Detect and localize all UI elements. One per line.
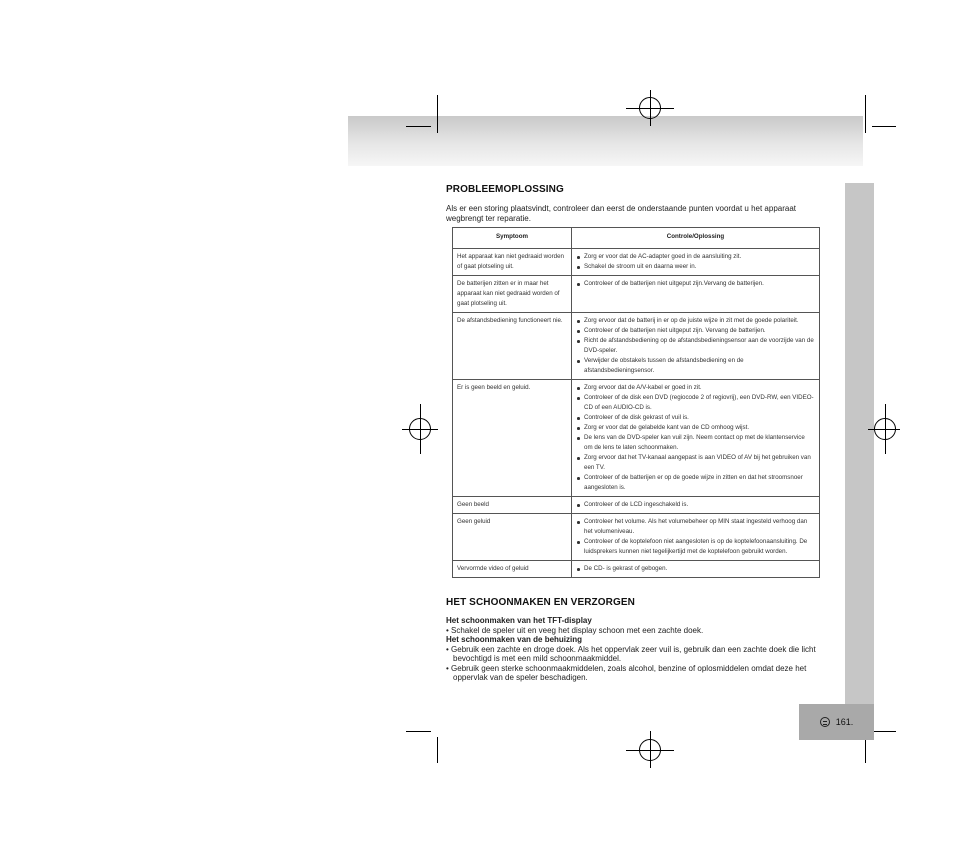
case-list — [446, 645, 828, 683]
column-header-solution: Controle/Oplossing — [572, 228, 820, 249]
solution-cell — [572, 380, 820, 497]
header-band — [348, 116, 863, 166]
check-item: De CD- is gekrast of gebogen. — [576, 564, 815, 574]
table-row — [453, 561, 820, 578]
solution-cell — [572, 276, 820, 313]
check-item: De lens van de DVD-speler kan vuil zijn. Neem contact op met de klantenservice om de lens te laten schoonmaken. — [576, 433, 815, 453]
crop-mark — [872, 126, 896, 127]
check-item: Controleer of de disk gekrast of vuil is. — [576, 413, 815, 423]
intro-text: Als er een storing plaatsvindt, controleer dan eerst de onderstaande punten voordat u het apparaat wegbrengt ter reparatie. — [446, 204, 797, 223]
page-number-box — [799, 704, 874, 740]
symptom-cell: De afstandsbediening functioneert nie. — [453, 313, 572, 380]
section-title-cleaning: HET SCHOONMAKEN EN VERZORGEN — [446, 597, 635, 608]
check-item: Zorg er voor dat de gelabelde kant van de CD omhoog wijst. — [576, 423, 815, 433]
solution-cell — [572, 514, 820, 561]
check-item: Verwijder de obstakels tussen de afstandsbediening en de afstandsbedieningsensor. — [576, 356, 815, 376]
table-header-row — [453, 228, 820, 249]
check-list — [576, 279, 815, 289]
check-item: Zorg er voor dat de AC-adapter goed in de aansluiting zit. — [576, 252, 815, 262]
column-header-symptom: Symptoom — [453, 228, 572, 249]
check-list — [576, 383, 815, 493]
crop-mark — [865, 737, 866, 763]
table-row — [453, 497, 820, 514]
crop-mark — [406, 731, 431, 732]
subheading-case: Het schoonmaken van de behuizing — [446, 635, 583, 644]
crop-mark — [872, 731, 896, 732]
symptom-cell: Er is geen beeld en geluid. — [453, 380, 572, 497]
check-list — [576, 517, 815, 557]
crop-mark — [865, 95, 866, 133]
section-title-troubleshooting: PROBLEEMOPLOSSING — [446, 184, 564, 195]
check-list — [576, 564, 815, 574]
table-row — [453, 313, 820, 380]
solution-cell — [572, 561, 820, 578]
check-item: Controleer of de batterijen niet uitgeput zijn. Vervang de batterijen. — [576, 326, 815, 336]
symptom-cell: De batterijen zitten er in maar het apparaat kan niet gedraaid worden of gaat plotseling uit. — [453, 276, 572, 313]
solution-cell — [572, 497, 820, 514]
cleaning-content — [446, 616, 828, 683]
symptom-cell: Het apparaat kan niet gedraaid worden of gaat plotseling uit. — [453, 249, 572, 276]
check-item: Controleer of de disk een DVD (regiocode 2 of regiovrij), een DVD-RW, een VIDEO-CD of een AUDIO-CD is. — [576, 393, 815, 413]
check-item: Controleer of de batterijen niet uitgeput zijn.Vervang de batterijen. — [576, 279, 815, 289]
page-number: 161. — [835, 717, 854, 727]
check-item: Richt de afstandsbediening op de afstandsbedieningsensor aan de voorzijde van de DVD-speler. — [576, 336, 815, 356]
check-item: Zorg ervoor dat de batterij in er op de juiste wijze in zit met de goede polariteit. — [576, 316, 815, 326]
check-item: Zorg ervoor dat het TV-kanaal aangepast is aan VIDEO of AV bij het gebruiken van een TV. — [576, 453, 815, 473]
check-item: Controleer of de koptelefoon niet aangesloten is op de koptelefoonaansluiting. De luidsprekers kunnen niet tegelijkertijd met de koptelefoon gebruikt worden. — [576, 537, 815, 557]
solution-cell — [572, 249, 820, 276]
crop-mark — [437, 737, 438, 763]
check-item: Controleer of de batterijen er op de goede wijze in zitten en dat het stroomsnoer aangesloten is. — [576, 473, 815, 493]
check-item: Zorg ervoor dat de A/V-kabel er goed in zit. — [576, 383, 815, 393]
check-list — [576, 500, 815, 510]
check-item: Schakel de stroom uit en daarna weer in. — [576, 262, 815, 272]
symptom-cell: Geen beeld — [453, 497, 572, 514]
table-row — [453, 276, 820, 313]
check-item: Controleer het volume. Als het volumebeheer op MIN staat ingesteld verhoog dan het volumeniveau. — [576, 517, 815, 537]
symptom-cell: Vervormde video of geluid — [453, 561, 572, 578]
check-item: Controleer of de LCD ingeschakeld is. — [576, 500, 815, 510]
check-list — [576, 316, 815, 376]
crop-mark — [406, 126, 431, 127]
check-list — [576, 252, 815, 272]
list-item: • Gebruik geen sterke schoonmaakmiddelen, zoals alcohol, benzine of oplosmiddelen omdat deze het oppervlak van de speler beschadigen. — [446, 663, 807, 682]
table-row — [453, 380, 820, 497]
table-row — [453, 514, 820, 561]
language-icon — [820, 717, 830, 727]
crop-mark — [437, 95, 438, 133]
list-item: • Schakel de speler uit en veeg het display schoon met een zachte doek. — [446, 625, 704, 635]
symptom-cell: Geen geluid — [453, 514, 572, 561]
tft-list — [446, 626, 828, 636]
side-tab — [845, 183, 874, 704]
table-row — [453, 249, 820, 276]
subheading-tft: Het schoonmaken van het TFT-display — [446, 616, 592, 625]
table-body — [453, 249, 820, 578]
troubleshooting-table — [452, 227, 820, 578]
solution-cell — [572, 313, 820, 380]
list-item: • Gebruik een zachte en droge doek. Als het oppervlak zeer vuil is, gebruik dan een zachte doek die licht bevochtigd is met een mild schoonmaakmiddel. — [446, 644, 816, 663]
